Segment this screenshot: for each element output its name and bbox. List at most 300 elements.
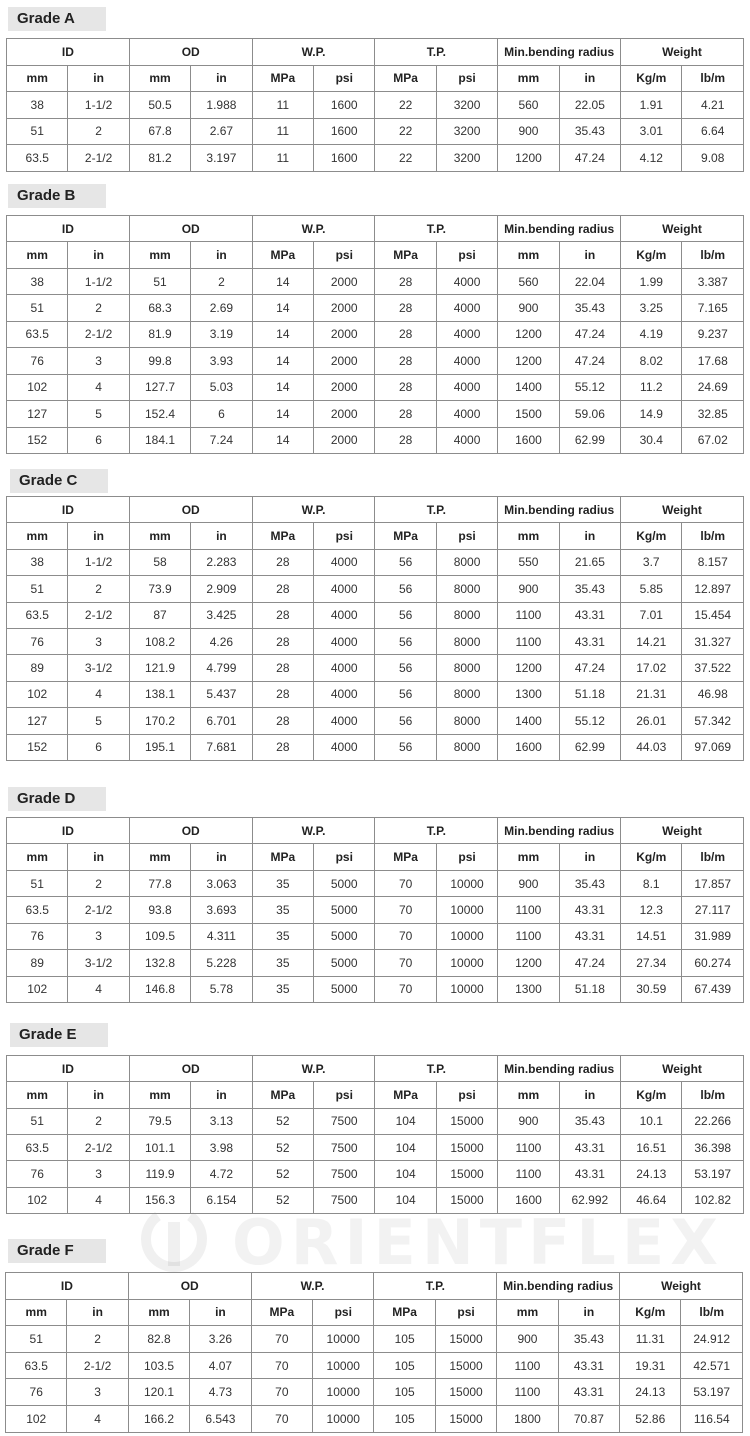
table-cell: 3 [68, 1161, 129, 1187]
table-cell: 67.02 [682, 427, 744, 453]
table-cell: 5.03 [191, 374, 252, 400]
table-cell: 52 [252, 1134, 313, 1160]
table-cell: 56 [375, 681, 436, 707]
table-cell: 11.2 [621, 374, 682, 400]
table-cell: 9.08 [682, 145, 744, 172]
table-cell: 35 [252, 870, 313, 896]
unit-header-cell: Kg/m [621, 65, 682, 92]
table-cell: 4000 [436, 401, 497, 427]
table-cell: 8.1 [621, 870, 682, 896]
table-cell: 4.12 [621, 145, 682, 172]
table-cell: 35.43 [559, 295, 620, 321]
table-cell: 1200 [498, 348, 559, 374]
table-cell: 43.31 [559, 897, 620, 923]
unit-header-cell: in [191, 523, 252, 549]
table-cell: 2000 [314, 348, 375, 374]
unit-header-cell: in [68, 844, 129, 870]
table-cell: 184.1 [129, 427, 190, 453]
unit-header-cell: psi [436, 523, 497, 549]
unit-header-cell: mm [7, 65, 68, 92]
unit-header-cell: mm [497, 1299, 558, 1326]
table-cell: 60.274 [682, 950, 744, 976]
table-cell: 57.342 [682, 708, 744, 734]
table-cell: 4000 [436, 268, 497, 294]
table-row [7, 321, 744, 347]
table-row [7, 92, 744, 119]
table-cell: 6.64 [682, 118, 744, 145]
grade-d-table [6, 817, 744, 1003]
table-cell: 102 [7, 1187, 68, 1213]
table-cell: 2-1/2 [68, 145, 129, 172]
table-cell: 4.26 [191, 628, 252, 654]
table-cell: 68.3 [129, 295, 190, 321]
group-header-cell: Weight [621, 497, 744, 523]
table-cell: 7500 [314, 1108, 375, 1134]
table-cell: 56 [375, 602, 436, 628]
table-cell: 70 [251, 1326, 312, 1353]
table-cell: 70 [375, 870, 436, 896]
table-cell: 1-1/2 [68, 268, 129, 294]
table-cell: 46.64 [621, 1187, 682, 1213]
table-row [7, 1187, 744, 1213]
table-cell: 30.4 [621, 427, 682, 453]
table-cell: 7500 [314, 1161, 375, 1187]
unit-header-cell: mm [498, 523, 559, 549]
table-cell: 4.72 [191, 1161, 252, 1187]
unit-header-cell: MPa [375, 1082, 436, 1108]
table-row [7, 348, 744, 374]
table-cell: 4 [68, 374, 129, 400]
table-cell: 4.311 [191, 923, 252, 949]
table-cell: 102 [7, 681, 68, 707]
unit-header-cell: mm [129, 65, 190, 92]
table-cell: 89 [7, 950, 68, 976]
table-cell: 6.154 [191, 1187, 252, 1213]
unit-header-cell: psi [436, 242, 497, 268]
group-header-cell: ID [7, 818, 130, 844]
table-cell: 900 [498, 295, 559, 321]
unit-header-cell: lb/m [681, 1299, 743, 1326]
table-cell: 97.069 [682, 734, 744, 760]
table-cell: 195.1 [129, 734, 190, 760]
unit-header-row [7, 1082, 744, 1108]
table-cell: 170.2 [129, 708, 190, 734]
unit-header-cell: MPa [252, 65, 313, 92]
group-header-cell: ID [6, 1273, 129, 1300]
table-cell: 2 [67, 1326, 128, 1353]
table-cell: 43.31 [559, 923, 620, 949]
table-row [7, 268, 744, 294]
table-cell: 102 [7, 374, 68, 400]
group-header-cell: W.P. [251, 1273, 374, 1300]
table-cell: 127 [7, 401, 68, 427]
table-cell: 79.5 [129, 1108, 190, 1134]
table-cell: 46.98 [682, 681, 744, 707]
table-cell: 2.69 [191, 295, 252, 321]
unit-header-cell: Kg/m [621, 844, 682, 870]
table-cell: 38 [7, 549, 68, 575]
table-cell: 28 [252, 576, 313, 602]
table-cell: 109.5 [129, 923, 190, 949]
grade-c-title: Grade C [10, 469, 108, 493]
table-cell: 8000 [436, 681, 497, 707]
table-cell: 1800 [497, 1405, 558, 1432]
group-header-cell: Min.bending radius [498, 818, 621, 844]
table-cell: 15.454 [682, 602, 744, 628]
unit-header-cell: MPa [375, 242, 436, 268]
table-cell: 62.99 [559, 734, 620, 760]
table-cell: 10000 [436, 870, 497, 896]
table-cell: 81.2 [129, 145, 190, 172]
group-header-cell: ID [7, 497, 130, 523]
table-cell: 1200 [498, 655, 559, 681]
table-cell: 7500 [314, 1187, 375, 1213]
table-cell: 4.19 [621, 321, 682, 347]
table-cell: 52 [252, 1161, 313, 1187]
table-cell: 105 [374, 1352, 435, 1379]
table-cell: 15000 [436, 1108, 497, 1134]
unit-header-cell: in [558, 1299, 619, 1326]
watermark-logo-icon [128, 1212, 220, 1276]
table-cell: 70 [251, 1405, 312, 1432]
table-cell: 1100 [498, 602, 559, 628]
table-cell: 5.78 [191, 976, 252, 1002]
table-cell: 2.909 [191, 576, 252, 602]
grade-e-title: Grade E [10, 1023, 108, 1047]
group-header-row [7, 39, 744, 66]
table-cell: 1300 [498, 681, 559, 707]
table-cell: 17.02 [621, 655, 682, 681]
table-cell: 47.24 [559, 950, 620, 976]
group-header-cell: W.P. [252, 39, 375, 66]
table-cell: 10000 [313, 1352, 374, 1379]
table-cell: 5000 [314, 870, 375, 896]
table-cell: 7500 [314, 1134, 375, 1160]
table-cell: 77.8 [129, 870, 190, 896]
table-cell: 3.693 [191, 897, 252, 923]
table-cell: 560 [498, 92, 559, 119]
group-header-row [7, 818, 744, 844]
table-row [6, 1405, 743, 1432]
table-cell: 35.43 [559, 1108, 620, 1134]
table-cell: 127 [7, 708, 68, 734]
group-header-cell: Weight [621, 1056, 744, 1082]
table-cell: 120.1 [128, 1379, 189, 1406]
table-cell: 14.21 [621, 628, 682, 654]
table-cell: 4000 [314, 576, 375, 602]
table-cell: 132.8 [129, 950, 190, 976]
table-cell: 6 [68, 734, 129, 760]
table-cell: 50.5 [129, 92, 190, 119]
table-cell: 28 [252, 734, 313, 760]
table-row [7, 1134, 744, 1160]
unit-header-row [7, 844, 744, 870]
table-cell: 3.93 [191, 348, 252, 374]
table-cell: 3.98 [191, 1134, 252, 1160]
table-cell: 2000 [314, 321, 375, 347]
table-cell: 156.3 [129, 1187, 190, 1213]
table-cell: 15000 [436, 1187, 497, 1213]
table-cell: 63.5 [7, 145, 68, 172]
table-cell: 9.237 [682, 321, 744, 347]
table-cell: 102.82 [682, 1187, 744, 1213]
unit-header-cell: Kg/m [621, 242, 682, 268]
table-cell: 1200 [498, 145, 559, 172]
table-cell: 14 [252, 401, 313, 427]
table-cell: 15000 [435, 1405, 496, 1432]
table-cell: 550 [498, 549, 559, 575]
table-cell: 152 [7, 734, 68, 760]
table-cell: 11 [252, 145, 313, 172]
table-row [7, 1108, 744, 1134]
table-cell: 10.1 [621, 1108, 682, 1134]
unit-header-cell: lb/m [682, 1082, 744, 1108]
table-cell: 103.5 [128, 1352, 189, 1379]
table-cell: 10000 [436, 976, 497, 1002]
table-cell: 28 [252, 602, 313, 628]
table-cell: 70 [375, 923, 436, 949]
table-cell: 2-1/2 [68, 602, 129, 628]
unit-header-cell: in [68, 1082, 129, 1108]
table-cell: 55.12 [559, 374, 620, 400]
unit-header-cell: lb/m [682, 242, 744, 268]
unit-header-cell: mm [7, 1082, 68, 1108]
group-header-cell: Min.bending radius [498, 1056, 621, 1082]
table-cell: 2000 [314, 295, 375, 321]
unit-header-cell: in [191, 242, 252, 268]
table-cell: 1100 [497, 1352, 558, 1379]
table-cell: 2-1/2 [68, 1134, 129, 1160]
table-cell: 10000 [436, 923, 497, 949]
table-cell: 58 [129, 549, 190, 575]
table-cell: 3-1/2 [68, 950, 129, 976]
table-cell: 51 [6, 1326, 67, 1353]
table-cell: 152.4 [129, 401, 190, 427]
table-cell: 104 [375, 1108, 436, 1134]
table-cell: 14 [252, 295, 313, 321]
table-row [7, 295, 744, 321]
table-cell: 2.283 [191, 549, 252, 575]
table-cell: 7.01 [621, 602, 682, 628]
table-cell: 4.21 [682, 92, 744, 119]
table-row [7, 628, 744, 654]
unit-header-cell: lb/m [682, 523, 744, 549]
table-cell: 4000 [314, 628, 375, 654]
table-cell: 102 [7, 976, 68, 1002]
table-cell: 12.3 [621, 897, 682, 923]
unit-header-cell: mm [129, 1082, 190, 1108]
unit-header-cell: MPa [252, 1082, 313, 1108]
table-cell: 3 [68, 348, 129, 374]
table-row [7, 870, 744, 896]
table-cell: 900 [497, 1326, 558, 1353]
table-cell: 2000 [314, 427, 375, 453]
table-row [7, 976, 744, 1002]
table-cell: 2 [68, 1108, 129, 1134]
table-cell: 35 [252, 976, 313, 1002]
table-cell: 62.992 [559, 1187, 620, 1213]
table-cell: 56 [375, 576, 436, 602]
table-cell: 32.85 [682, 401, 744, 427]
table-cell: 52.86 [620, 1405, 681, 1432]
table-cell: 14.9 [621, 401, 682, 427]
table-cell: 14 [252, 427, 313, 453]
table-cell: 22.04 [559, 268, 620, 294]
table-cell: 8000 [436, 602, 497, 628]
table-row [6, 1326, 743, 1353]
table-cell: 8.02 [621, 348, 682, 374]
table-cell: 1600 [498, 1187, 559, 1213]
table-cell: 15000 [436, 1161, 497, 1187]
table-cell: 119.9 [129, 1161, 190, 1187]
table-cell: 3 [68, 923, 129, 949]
table-cell: 70 [375, 950, 436, 976]
unit-header-cell: MPa [252, 242, 313, 268]
table-cell: 105 [374, 1405, 435, 1432]
table-row [7, 950, 744, 976]
table-cell: 24.912 [681, 1326, 743, 1353]
unit-header-cell: mm [498, 844, 559, 870]
table-cell: 15000 [435, 1352, 496, 1379]
table-cell: 3.01 [621, 118, 682, 145]
table-cell: 2-1/2 [67, 1352, 128, 1379]
table-cell: 121.9 [129, 655, 190, 681]
table-cell: 53.197 [682, 1161, 744, 1187]
table-row [7, 734, 744, 760]
unit-header-cell: Kg/m [620, 1299, 681, 1326]
table-cell: 10000 [313, 1379, 374, 1406]
table-cell: 166.2 [128, 1405, 189, 1432]
table-row [7, 374, 744, 400]
table-cell: 53.197 [681, 1379, 743, 1406]
table-cell: 3 [67, 1379, 128, 1406]
group-header-cell: ID [7, 1056, 130, 1082]
table-cell: 62.99 [559, 427, 620, 453]
table-cell: 28 [252, 681, 313, 707]
table-cell: 43.31 [558, 1379, 619, 1406]
table-cell: 38 [7, 268, 68, 294]
group-header-cell: T.P. [375, 1056, 498, 1082]
table-cell: 4000 [436, 295, 497, 321]
unit-header-row [7, 523, 744, 549]
group-header-cell: W.P. [252, 818, 375, 844]
table-cell: 43.31 [559, 628, 620, 654]
table-cell: 14 [252, 321, 313, 347]
unit-header-row [7, 65, 744, 92]
watermark-text: ORIENTFLEX [232, 1206, 725, 1279]
table-cell: 55.12 [559, 708, 620, 734]
table-row [6, 1379, 743, 1406]
table-cell: 17.68 [682, 348, 744, 374]
unit-header-cell: MPa [252, 844, 313, 870]
unit-header-cell: psi [314, 523, 375, 549]
table-cell: 37.522 [682, 655, 744, 681]
grade-a-title: Grade A [8, 7, 106, 31]
table-cell: 2 [68, 118, 129, 145]
table-cell: 4000 [314, 602, 375, 628]
table-cell: 47.24 [559, 655, 620, 681]
unit-header-cell: psi [314, 844, 375, 870]
unit-header-cell: lb/m [682, 65, 744, 92]
table-cell: 51 [7, 576, 68, 602]
table-cell: 28 [375, 427, 436, 453]
table-cell: 82.8 [128, 1326, 189, 1353]
group-header-row [7, 1056, 744, 1082]
table-cell: 1600 [314, 145, 375, 172]
table-cell: 900 [498, 870, 559, 896]
table-cell: 43.31 [559, 602, 620, 628]
table-cell: 6 [191, 401, 252, 427]
table-cell: 127.7 [129, 374, 190, 400]
table-cell: 89 [7, 655, 68, 681]
table-cell: 70.87 [558, 1405, 619, 1432]
table-cell: 1-1/2 [68, 92, 129, 119]
group-header-cell: T.P. [375, 39, 498, 66]
table-row [7, 427, 744, 453]
table-row [7, 549, 744, 575]
table-cell: 26.01 [621, 708, 682, 734]
table-cell: 52 [252, 1187, 313, 1213]
table-cell: 8.157 [682, 549, 744, 575]
table-cell: 56 [375, 708, 436, 734]
table-cell: 38 [7, 92, 68, 119]
table-cell: 900 [498, 118, 559, 145]
table-row [7, 576, 744, 602]
group-header-cell: T.P. [374, 1273, 497, 1300]
table-cell: 47.24 [559, 145, 620, 172]
table-cell: 10000 [313, 1326, 374, 1353]
grade-d-title: Grade D [8, 787, 106, 811]
table-cell: 16.51 [621, 1134, 682, 1160]
table-cell: 76 [7, 628, 68, 654]
table-cell: 35 [252, 923, 313, 949]
unit-header-cell: mm [6, 1299, 67, 1326]
table-cell: 63.5 [7, 897, 68, 923]
table-cell: 3.7 [621, 549, 682, 575]
table-cell: 900 [498, 1108, 559, 1134]
table-cell: 10000 [436, 897, 497, 923]
table-cell: 5000 [314, 976, 375, 1002]
table-cell: 51.18 [559, 976, 620, 1002]
table-cell: 1400 [498, 374, 559, 400]
table-cell: 5.228 [191, 950, 252, 976]
table-cell: 3200 [436, 118, 497, 145]
unit-header-row [6, 1299, 743, 1326]
unit-header-cell: mm [129, 242, 190, 268]
table-cell: 900 [498, 576, 559, 602]
table-cell: 11.31 [620, 1326, 681, 1353]
table-cell: 70 [251, 1379, 312, 1406]
table-cell: 51.18 [559, 681, 620, 707]
table-row [7, 1161, 744, 1187]
table-cell: 4 [68, 976, 129, 1002]
table-cell: 15000 [436, 1134, 497, 1160]
table-cell: 4.07 [190, 1352, 251, 1379]
table-cell: 56 [375, 549, 436, 575]
table-cell: 22.05 [559, 92, 620, 119]
unit-header-cell: psi [436, 844, 497, 870]
unit-header-row [7, 242, 744, 268]
table-cell: 1-1/2 [68, 549, 129, 575]
table-cell: 51 [7, 870, 68, 896]
table-cell: 1600 [314, 118, 375, 145]
table-cell: 56 [375, 628, 436, 654]
unit-header-cell: in [559, 1082, 620, 1108]
table-cell: 5.437 [191, 681, 252, 707]
table-cell: 3.13 [191, 1108, 252, 1134]
table-cell: 56 [375, 734, 436, 760]
table-cell: 1200 [498, 950, 559, 976]
